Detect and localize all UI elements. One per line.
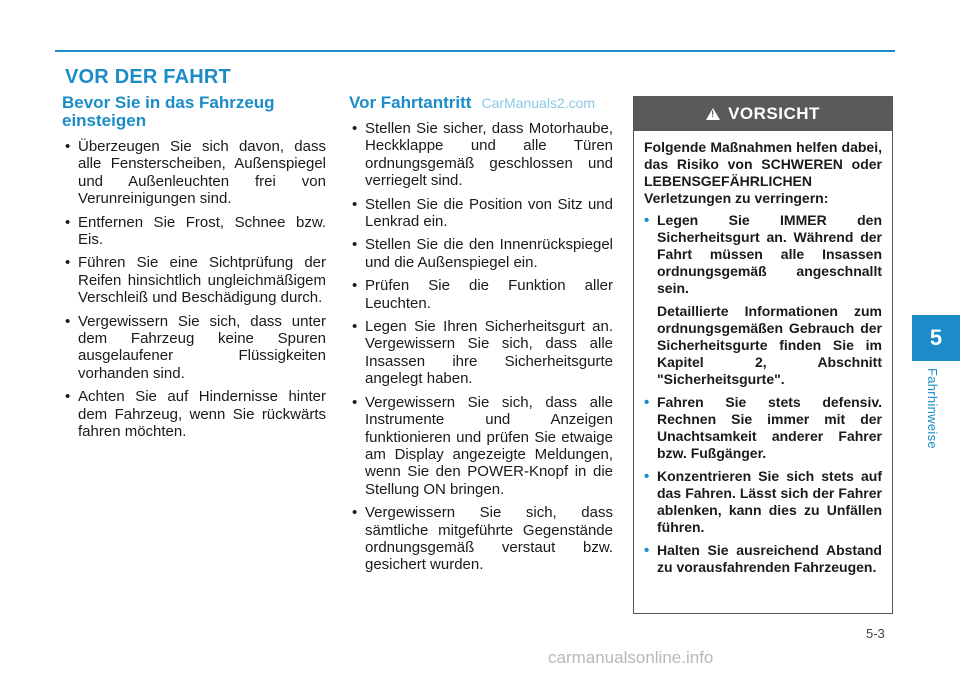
- caution-item-note: Detaillierte Informationen zum ordnungsgemäßen Gebrauch der Sicherheitsgurte finden Sie im Kapitel 2, Abschnitt "Sicherheitsgurte".: [657, 303, 882, 387]
- list-item: • Führen Sie eine Sichtprüfung der Reifen hinsichtlich ungleichmäßigem Verschleiß und Beschädigung durch.: [62, 254, 326, 306]
- list-item: • Stellen Sie die den Innenrückspiegel und die Außenspiegel ein.: [349, 236, 613, 271]
- heading-before-driving: Vor Fahrtantritt: [349, 93, 472, 112]
- list-item: • Prüfen Sie die Funktion aller Leuchten.: [349, 277, 613, 312]
- list-before-driving: [349, 120, 613, 574]
- warning-triangle-icon: [706, 108, 720, 120]
- list-item: • Vergewissern Sie sich, dass alle Instrumente und Anzeigen funktionieren und prüfen Sie etwaige am Display angezeigte Meldungen, wenn Sie den POWER-Knopf in die Stellung ON bringen.: [349, 394, 613, 498]
- caution-list: [644, 212, 882, 576]
- caution-title: VORSICHT: [728, 104, 820, 123]
- list-item: • Stellen Sie die Position von Sitz und Lenkrad ein.: [349, 196, 613, 231]
- list-item: • Vergewissern Sie sich, dass unter dem Fahrzeug keine Spuren ausgelaufener Flüssigkeiten vorhanden sind.: [62, 313, 326, 383]
- caution-intro: Folgende Maßnahmen helfen dabei, das Risiko von SCHWEREN oder LEBENSGEFÄHRLICHEN Verletzungen zu verringern:: [644, 139, 882, 206]
- caution-item-distance: • Halten Sie ausreichend Abstand zu vorausfahrenden Fahrzeugen.: [644, 542, 882, 576]
- list-item: • Stellen Sie sicher, dass Motorhaube, Heckklappe und alle Türen ordnungsgemäß geschlossen und verriegelt sind.: [349, 120, 613, 190]
- section-title: VOR DER FAHRT: [65, 66, 231, 88]
- list-item: • Achten Sie auf Hindernisse hinter dem Fahrzeug, wenn Sie rückwärts fahren möchten.: [62, 388, 326, 440]
- list-item: • Legen Sie Ihren Sicherheitsgurt an. Vergewissern Sie sich, dass alle Insassen ihre Sicherheitsgurte angelegt haben.: [349, 318, 613, 388]
- caution-box: [633, 96, 893, 614]
- heading-before-entering: Bevor Sie in das Fahrzeug einsteigen: [62, 93, 275, 130]
- caution-header: [634, 97, 892, 131]
- chapter-tab: 5: [912, 315, 960, 361]
- list-item: • Überzeugen Sie sich davon, dass alle Fensterscheiben, Außenspiegel und Außenleuchten frei von Verunreinigungen sind.: [62, 138, 326, 208]
- caution-item-defensive: • Fahren Sie stets defensiv. Rechnen Sie immer mit der Unachtsamkeit anderer Fahrer bzw. Fußgänger.: [644, 394, 882, 462]
- caution-item-concentrate: • Konzentrieren Sie sich stets auf das Fahren. Lässt sich der Fahrer ablenken, kann dies zu Unfällen führen.: [644, 468, 882, 536]
- watermark-footer: carmanualsonline.info: [548, 648, 714, 667]
- caution-item-text: Legen Sie IMMER den Sicherheitsgurt an. Während der Fahrt müssen alle Insassen ordnungsgemäß angeschnallt sein.: [657, 212, 882, 296]
- list-item: • Entfernen Sie Frost, Schnee bzw. Eis.: [62, 214, 326, 249]
- column-before-entering: [62, 94, 326, 447]
- page-number: 5-3: [866, 626, 885, 641]
- list-before-entering: [62, 138, 326, 441]
- chapter-label: Fahrhinweise: [925, 368, 940, 449]
- caution-item-seatbelt: [644, 212, 882, 388]
- list-item: • Vergewissern Sie sich, dass sämtliche mitgeführte Gegenstände ordnungsgemäß verstaut bzw. gesichert wurden.: [349, 504, 613, 574]
- caution-body: [634, 131, 892, 576]
- column-before-driving: [349, 94, 613, 580]
- heading-before-driving-row: [349, 94, 613, 112]
- watermark-brand: CarManuals2.com: [481, 95, 596, 111]
- top-rule: [55, 50, 895, 52]
